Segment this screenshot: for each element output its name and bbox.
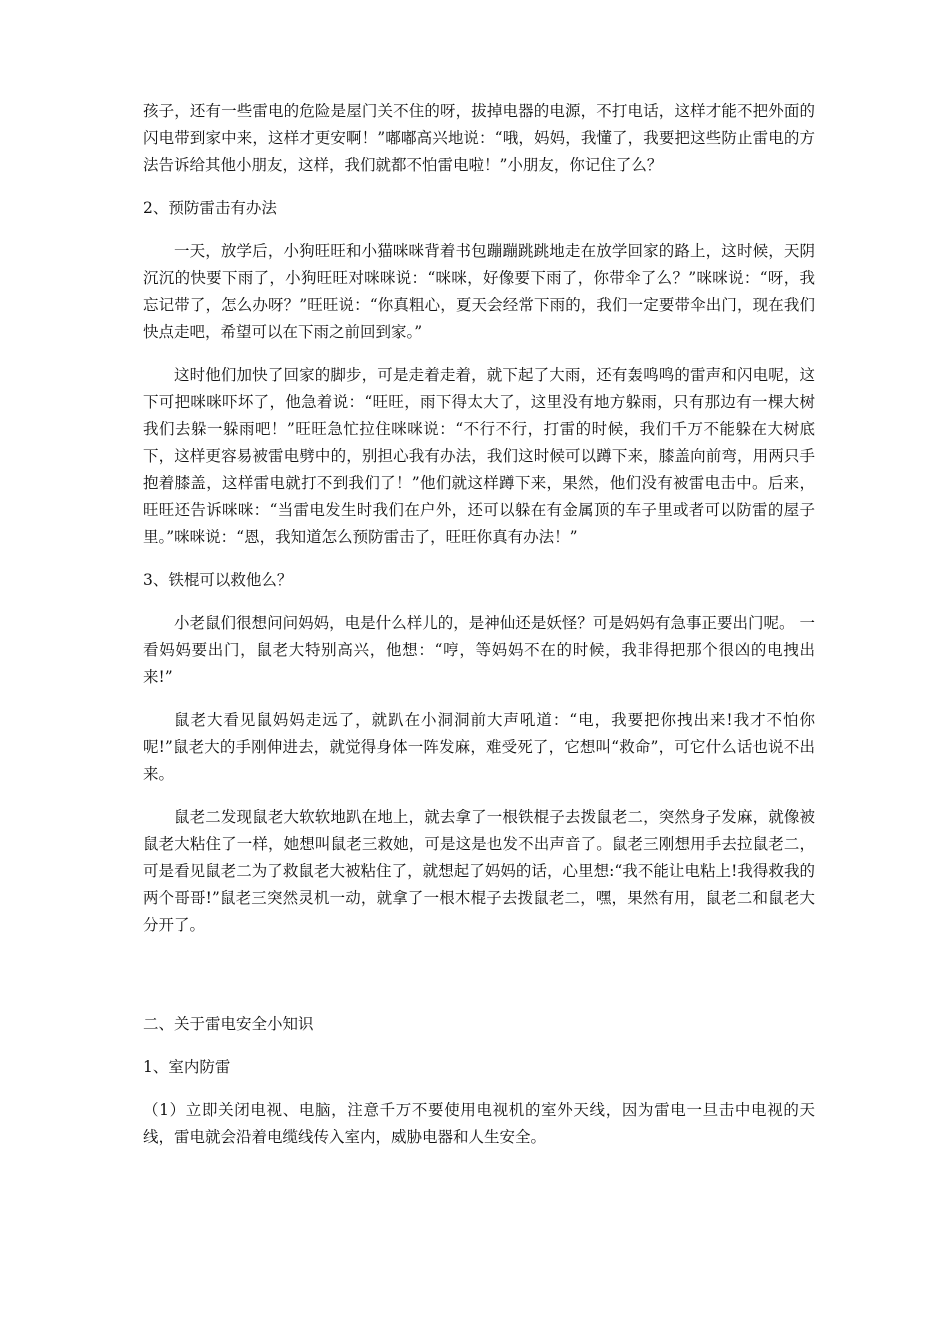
story-paragraph: 孩子，还有一些雷电的危险是屋门关不住的呀，拔掉电器的电源，不打电话，这样才能不把外面的闪电带到家中来，这样才更安啊！”嘟嘟高兴地说：“哦，妈妈，我懂了，我要把这些防止雷电的方法告诉给其他小朋友，这样，我们就都不怕雷电啦！”小朋友，你记住了么？	[143, 102, 815, 174]
chapter-heading: 二、关于雷电安全小知识	[143, 1015, 314, 1033]
knowledge-paragraph: （1）立即关闭电视、电脑，注意千万不要使用电视机的室外天线，因为雷电一旦击中电视的天线，雷电就会沿着电缆线传入室内，威胁电器和人生安全。	[143, 1101, 815, 1146]
story-paragraph: 小老鼠们很想问问妈妈，电是什么样儿的，是神仙还是妖怪？可是妈妈有急事正要出门呢。 一看妈妈要出门，鼠老大特别高兴，他想：“哼，等妈妈不在的时候，我非得把那个很凶的电拽出来!”	[143, 614, 815, 686]
document-body	[143, 98, 815, 1151]
section-heading: 2、预防雷击有办法	[143, 199, 277, 217]
story-paragraph: 鼠老二发现鼠老大软软地趴在地上，就去拿了一根铁棍子去拨鼠老二，突然身子发麻，就像被鼠老大粘住了一样，她想叫鼠老三救她，可是这是也发不出声音了。鼠老三刚想用手去拉鼠老二，可是看见鼠老二为了救鼠老大被粘住了，就想起了妈妈的话，心里想:“我不能让电粘上!我得救我的两个哥哥!”鼠老三突然灵机一动，就拿了一根木棍子去拨鼠老二，嘿，果然有用，鼠老二和鼠老大分开了。	[143, 808, 815, 934]
section-heading: 1、室内防雷	[143, 1058, 231, 1076]
story-paragraph: 鼠老大看见鼠妈妈走远了，就趴在小洞洞前大声吼道：“电，我要把你拽出来!我才不怕你呢!”鼠老大的手刚伸进去，就觉得身体一阵发麻，难受死了，它想叫“救命”，可它什么话也说不出来。	[143, 711, 815, 783]
section-heading: 3、铁棍可以救他么？	[143, 571, 293, 589]
story-paragraph: 一天，放学后，小狗旺旺和小猫咪咪背着书包蹦蹦跳跳地走在放学回家的路上，这时候，天阴沉沉的快要下雨了，小狗旺旺对咪咪说：“咪咪，好像要下雨了，你带伞了么？”咪咪说：“呀，我忘记带了，怎么办呀？”旺旺说：“你真粗心，夏天会经常下雨的，我们一定要带伞出门，现在我们快点走吧，希望可以在下雨之前回到家。”	[143, 242, 815, 341]
story-paragraph: 这时他们加快了回家的脚步，可是走着走着，就下起了大雨，还有轰鸣鸣的雷声和闪电呢，这下可把咪咪吓坏了，他急着说：“旺旺，雨下得太大了，这里没有地方躲雨，只有那边有一棵大树我们去躲一躲雨吧！”旺旺急忙拉住咪咪说：“不行不行，打雷的时候，我们千万不能躲在大树底下，这样更容易被雷电劈中的，别担心我有办法，我们这时候可以蹲下来，膝盖向前弯，用两只手抱着膝盖，这样雷电就打不到我们了！”他们就这样蹲下来，果然，他们没有被雷电击中。后来，旺旺还告诉咪咪：“当雷电发生时我们在户外，还可以躲在有金属顶的车子里或者可以防雷的屋子里。”咪咪说：“恩，我知道怎么预防雷击了，旺旺你真有办法！”	[143, 366, 815, 546]
